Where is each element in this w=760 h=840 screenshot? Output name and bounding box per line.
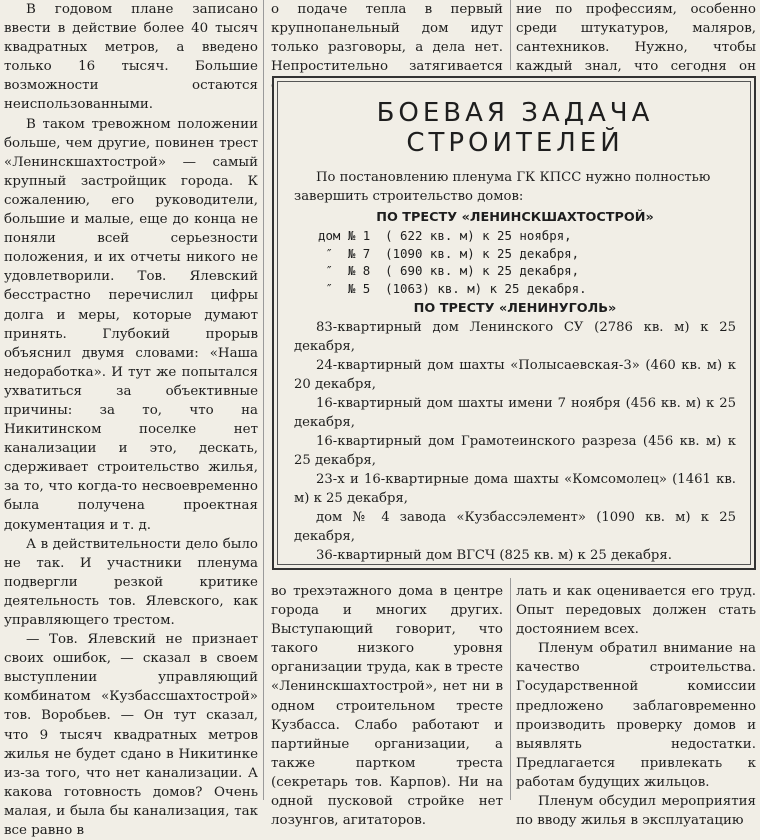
paragraph: А в действительности дело было не так. И участники пленума подвергли резкой критике деятельность тов. Ялевского, как управляющего трестом. — [4, 536, 258, 628]
house-entry: ″ № 7 (1090 кв. м) к 25 декабря, — [318, 245, 580, 261]
section-heading: ПО ТРЕСТУ «ЛЕНИНСКШАХТОСТРОЙ» — [376, 210, 654, 225]
house-entry: 16-квартирный дом Грамотеинского разреза (456 кв. м) к 25 декабря, — [294, 434, 736, 468]
article-column-3-bottom — [516, 582, 756, 830]
paragraph: Пленум обсудил мероприятия по вводу жилья в эксплуатацию — [516, 794, 756, 829]
column-divider — [263, 0, 264, 800]
title-line: СТРОИТЕЛЕЙ — [406, 128, 624, 158]
article-column-2-bottom — [271, 582, 503, 830]
article-column-1 — [4, 0, 258, 840]
paragraph: В годовом плане записано ввести в действие более 40 тысяч квадратных метров, а введено только 16 тысяч. Большие возможности остаются неиспользованными. — [4, 2, 258, 113]
house-entry: ″ № 5 (1063) кв. м) к 25 декабря. — [318, 280, 587, 296]
paragraph: ние по профессиям, особенно среди штукатуров, маляров, сантехников. Нужно, чтобы каждый знал, что сегодня он — [516, 2, 756, 75]
house-entry: дом № 1 ( 622 кв. м) к 25 ноября, — [318, 228, 572, 243]
house-entry: 23-х и 16-квартирные дома шахты «Комсомолец» (1461 кв. м) к 25 декабря, — [294, 472, 736, 506]
house-entry: дом № 4 завода «Кузбассэлемент» (1090 кв. м) к 25 декабря, — [294, 510, 736, 544]
section-heading: ПО ТРЕСТУ «ЛЕНИНУГОЛЬ» — [413, 301, 617, 316]
column-divider — [510, 0, 511, 70]
paragraph: о подаче тепла в первый крупнопанельный дом идут только разговоры, а дела нет. Непростительно затягивается — [271, 2, 503, 75]
paragraph: Пленум обратил внимание на качество строительства. Государственной комиссии предложено заблаговременно производить проверку домов и выявлять недостатки. Предлагается привлекать к работам будущих жильцов. — [516, 641, 756, 790]
house-entry: ″ № 8 ( 690 кв. м) к 25 декабря, — [318, 263, 580, 278]
announcement-intro: По постановлению пленума ГК КПСС нужно полностью завершить строительство домов: — [294, 170, 711, 204]
house-entry: 83-квартирный дом Ленинского СУ (2786 кв. м) к 25 декабря, — [294, 320, 736, 354]
paragraph: лать и как оценивается его труд. Опыт передовых должен стать достоянием всех. — [516, 584, 756, 638]
title-line: БОЕВАЯ ЗАДАЧА — [376, 98, 654, 128]
house-entry: 24-квартирный дом шахты «Полысаевская-3» (460 кв. м) к 20 декабря, — [294, 358, 736, 392]
boxed-announcement — [272, 76, 756, 570]
announcement-title — [294, 98, 736, 158]
paragraph: во трехэтажного дома в центре города и многих других. Выступающий говорит, что такого низкого уровня организации труда, как в тресте «Ленинскшахтострой», нет ни в одном строительном тресте Кузбасса. Слабо работают и партийные организации, а также партком треста (секретарь тов. Карпов). Ни на одной пусковой стройке нет лозунгов, агитаторов. — [271, 584, 503, 829]
column-divider — [510, 578, 511, 800]
house-entry: 16-квартирный дом шахты имени 7 ноября (456 кв. м) к 25 декабря, — [294, 396, 736, 430]
paragraph: В таком тревожном положении больше, чем другие, повинен трест «Ленинскшахтострой» — самый крупный застройщик города. К сожалению, его руководители, большие и малые, еще до конца не поняли всей серьезности положения, и их отчеты никого не удовлетворили. Тов. Ялевский бесстрастно перечислил цифры долга и меры, которые думают принять. Глубокий прорыв объяснил двумя словами: «Наша недоработка». И тут же попытался ухватиться за объективные причины: за то, что на Никитинском поселке нет канализации и это, дескать, сдерживает строительство жилья, за то, что когда-то несвоевременно была получена проектная документация и т. д. — [4, 116, 258, 533]
paragraph: — Тов. Ялевский не признает своих ошибок, — сказал в своем выступлении управляющий комбинатом «Кузбассшахтострой» тов. Воробьев. — Он тут сказал, что 9 тысяч квадратных метров жилья не будет сдано в Никитинке из-за того, что нет канализации. А какова готовность домов? Очень малая, и была бы канализация, так все равно в — [4, 632, 258, 839]
house-entry: 36-квартирный дом ВГСЧ (825 кв. м) к 25 декабря. — [316, 548, 672, 563]
